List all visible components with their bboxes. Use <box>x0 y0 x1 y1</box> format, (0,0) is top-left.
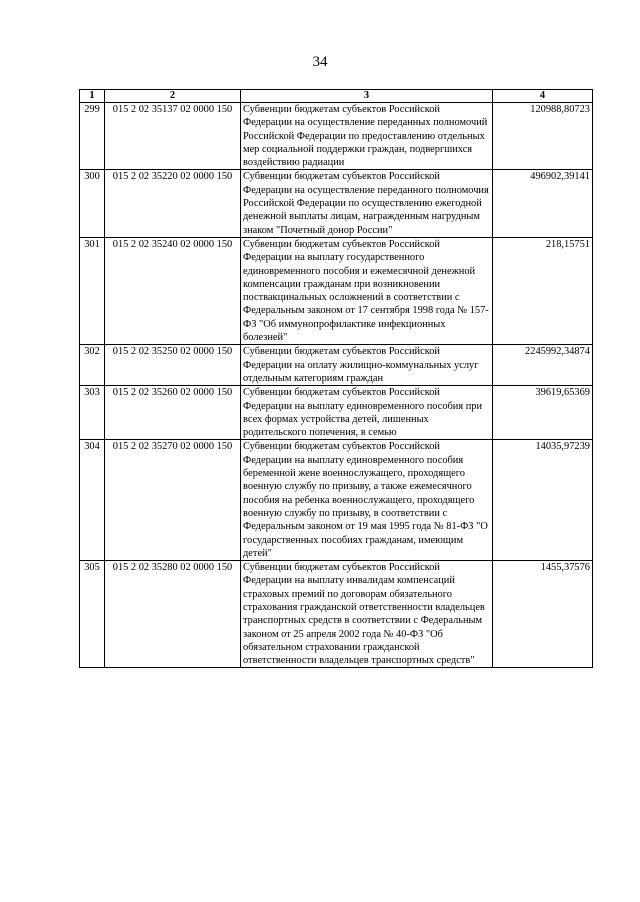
budget-code: 015 2 02 35220 02 0000 150 <box>105 170 241 237</box>
amount: 2245992,34874 <box>493 345 593 386</box>
row-number: 303 <box>80 386 105 440</box>
row-number: 301 <box>80 237 105 344</box>
revenue-name: Субвенции бюджетам субъектов Российской Федерации на выплату единовременного пособия беременной жене военнослужащего, проходящего военную службу по призыву, а также ежемесячного пособия на ребенка военнослужащего, проходящего военную службу по призыву, в соответствии с Федеральным законом от 19 мая 1995 года № 81-ФЗ "О государственных пособиях гражданам, имеющим детей" <box>241 440 493 561</box>
budget-code: 015 2 02 35270 02 0000 150 <box>105 440 241 561</box>
amount: 39619,65369 <box>493 386 593 440</box>
revenue-name: Субвенции бюджетам субъектов Российской Федерации на выплату инвалидам компенсаций страховых премий по договорам обязательного страхования гражданской ответственности владельцев транспортных средств в соответствии с Федеральным законом от 25 апреля 2002 года № 40-ФЗ "Об обязательном страховании гражданской ответственности владельцев транспортных средств" <box>241 561 493 668</box>
budget-code: 015 2 02 35260 02 0000 150 <box>105 386 241 440</box>
amount: 14035,97239 <box>493 440 593 561</box>
row-number: 300 <box>80 170 105 237</box>
header-col-2: 2 <box>105 90 241 103</box>
table-row <box>80 561 593 668</box>
table-row <box>80 237 593 344</box>
page-number: 34 <box>312 54 328 70</box>
header-col-4: 4 <box>493 90 593 103</box>
row-number: 304 <box>80 440 105 561</box>
table-row <box>80 440 593 561</box>
budget-code: 015 2 02 35280 02 0000 150 <box>105 561 241 668</box>
revenue-name: Субвенции бюджетам субъектов Российской Федерации на выплату государственного единовременного пособия и ежемесячной денежной компенсации гражданам при возникновении поствакцинальных осложнений в соответствии с Федеральным законом от 17 сентября 1998 года № 157-ФЗ "Об иммунопрофилактике инфекционных болезней" <box>241 237 493 344</box>
revenue-name: Субвенции бюджетам субъектов Российской Федерации на осуществление переданных полномочий Российской Федерации по предоставлению отдельных мер социальной поддержки граждан, подвергшихся воздействию радиации <box>241 103 493 170</box>
amount: 218,15751 <box>493 237 593 344</box>
row-number: 302 <box>80 345 105 386</box>
budget-code: 015 2 02 35250 02 0000 150 <box>105 345 241 386</box>
amount: 120988,80723 <box>493 103 593 170</box>
budget-code: 015 2 02 35240 02 0000 150 <box>105 237 241 344</box>
table-row <box>80 345 593 386</box>
header-row <box>80 90 593 103</box>
amount: 1455,37576 <box>493 561 593 668</box>
header-col-1: 1 <box>80 90 105 103</box>
revenue-name: Субвенции бюджетам субъектов Российской Федерации на осуществление переданного полномочия Российской Федерации по осуществлению ежегодной денежной выплаты лицам, награжденным нагрудным знаком "Почетный донор России" <box>241 170 493 237</box>
header-col-3: 3 <box>241 90 493 103</box>
budget-code: 015 2 02 35137 02 0000 150 <box>105 103 241 170</box>
table-row <box>80 103 593 170</box>
revenue-name: Субвенции бюджетам субъектов Российской Федерации на оплату жилищно-коммунальных услуг отдельным категориям граждан <box>241 345 493 386</box>
table-row <box>80 386 593 440</box>
row-number: 305 <box>80 561 105 668</box>
budget-table <box>79 89 593 668</box>
revenue-name: Субвенции бюджетам субъектов Российской Федерации на выплату единовременного пособия при всех формах устройства детей, лишенных родительского попечения, в семью <box>241 386 493 440</box>
amount: 496902,39141 <box>493 170 593 237</box>
table-row <box>80 170 593 237</box>
row-number: 299 <box>80 103 105 170</box>
